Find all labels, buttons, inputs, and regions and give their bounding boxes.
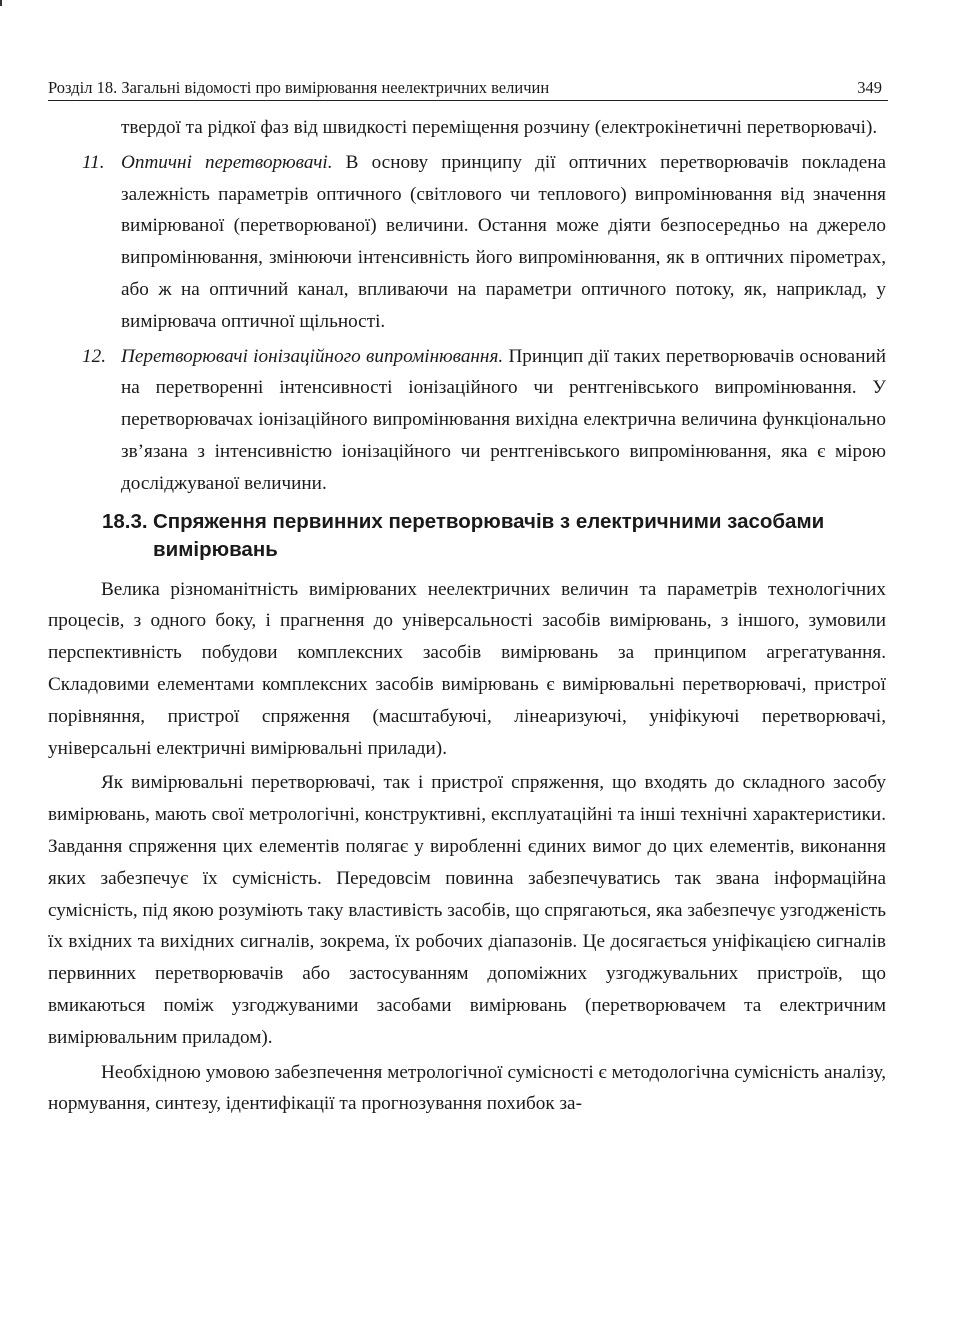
list-item-term: Перетворювачі іонізаційного випромінювання. <box>121 345 504 367</box>
body-paragraph: Як вимірювальні перетворювачі, так і пристрої спряження, що входять до складного засобу вимірювань, мають свої метрологічні, конструктивні, експлуатаційні та інші технічні характеристики. Завдання спряження цих елементів полягає у виробленні єдиних вимог до цих елементів, виконання яких забезпечує їх сумісність. Передовсім повинна забезпечуватись так звана інформаційна сумісність, під якою розуміють таку властивість засобів, що спрягаються, яка забезпечує узгодженість їх вхідних та вихідних сигналів, зокрема, їх робочих діапазонів. Це досягається уніфікацією сигналів первинних перетворювачів або застосуванням допоміжних узгоджувальних пристроїв, що вмикаються поміж узгоджуваними засобами вимірювань (перетворювачем та електричним вимірювальним приладом). <box>48 772 886 1048</box>
page-number: 349 <box>857 78 882 97</box>
list-item-text: Принцип дії таких перетворювачів оснований на перетворенні інтенсивності іонізаційного чи рентгенівського випромінювання. У перетворювачах іонізаційного випромінювання вихідна електрична величина функціонально зв’язана з інтенсивністю іонізаційного чи рентгенівського випромінювання, яка є мірою досліджуваної величини. <box>121 345 886 494</box>
section-heading <box>48 508 853 564</box>
body-paragraph: Велика різноманітність вимірюваних неелектричних величин та параметрів технологічних процесів, з одного боку, і прагнення до універсальності засобів вимірювань, з іншого, зумовили перспективність побудови комплексних засобів вимірювань за принципом агрегатування. Складовими елементами комплексних засобів вимірювань є вимірювальні перетворювачі, пристрої порівняння, пристрої спряження (масштабуючі, лінеаризуючі, уніфікуючі перетворювачі, універсальні електричні вимірювальні прилади). <box>48 578 886 759</box>
list-item-text: В основу принципу дії оптичних перетворювачів покладена залежність параметрів оптичного (світлового чи теплового) випромінювання від значення вимірюваної (перетворюваної) величини. Остання може діяти безпосередньо на джерело випромінювання, змінюючи інтенсивність його випромінювання, як в оптичних пірометрах, або ж на оптичний канал, впливаючи на параметри оптичного потоку, як, наприклад, у вимірювача оптичної щільності. <box>121 151 886 332</box>
list-item-number: 12. <box>82 345 106 367</box>
list-item-term: Оптичні перетворювачі. <box>121 151 333 173</box>
section-title: Спряження первинних перетворювачів з електричними засобами вимірювань <box>153 509 825 561</box>
scan-mark <box>0 0 2 6</box>
continued-item-text: твердої та рідкої фаз від швидкості переміщення розчину (електрокінетичні перетворювачі). <box>121 117 878 138</box>
chapter-title: Розділ 18. Загальні відомості про вимірювання неелектричних величин <box>48 78 550 97</box>
list-item-number: 11. <box>82 151 105 173</box>
list-item-11 <box>48 147 886 338</box>
running-header <box>48 78 888 101</box>
list-item-12 <box>48 341 886 500</box>
body-paragraph: Необхідною умовою забезпечення метрологічної сумісності є методологічна сумісність аналізу, нормування, синтезу, ідентифікації та прогнозування похибок за- <box>48 1061 886 1115</box>
page-body <box>48 112 886 1120</box>
section-number: 18.3. <box>102 509 148 533</box>
